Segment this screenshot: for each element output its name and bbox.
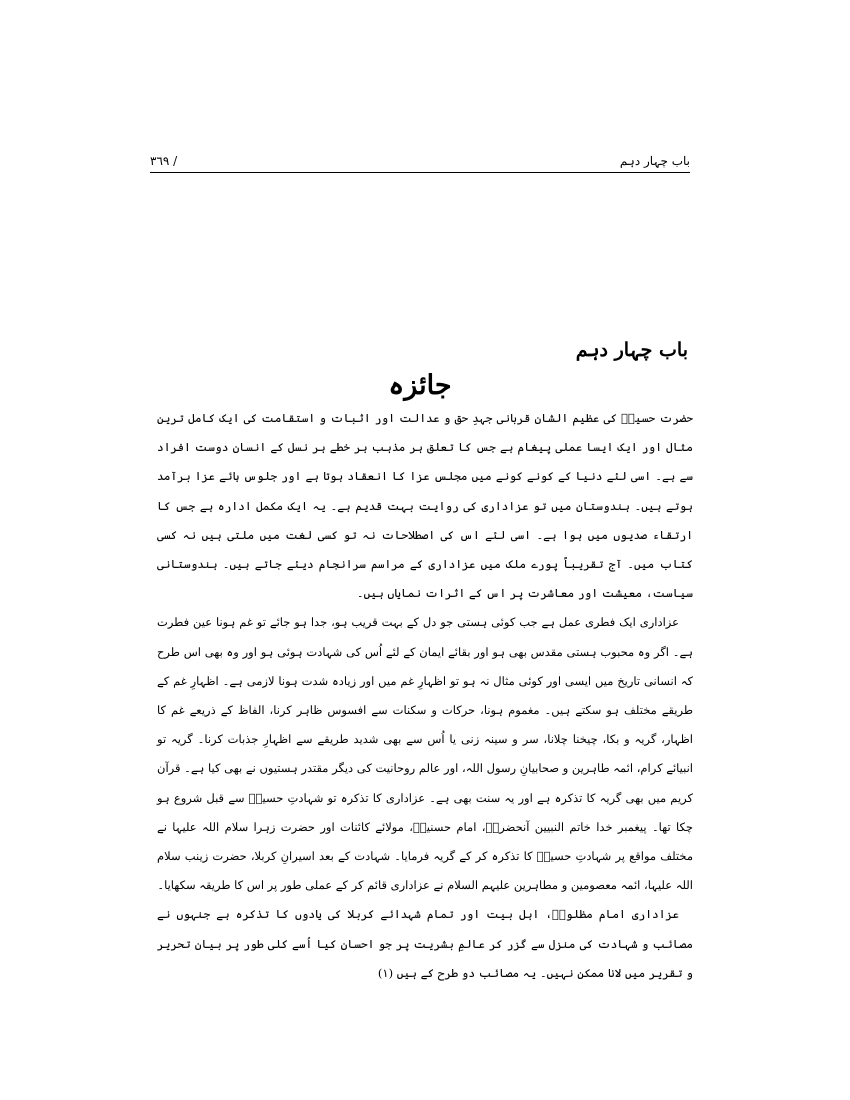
chapter-label: باب چہار دہم [575,339,688,361]
body-text [157,404,693,988]
section-title: جائزہ [388,370,452,401]
paragraph-3: عزاداری امام مظلومؑ، اہل بیت اور تمام شہدائے کربلا کی یادوں کا تذکرہ ہے جنہوں نے مصائب و شہادت کی منزل سے گزر کر عالمِ بشریت پر جو احسان کیا اُسے کلی طور پر بیان تحریر و تقریر میں لانا ممکن نہیں۔ یہ مصائب دو طرح کے ہیں (۱) [157,907,693,980]
paragraph-1: حضرت حسینؑ کی عظیم الشان قربانی جہدِ حق و عدالت اور اثبات و استقامت کی ایک کامل ترین مثال اور ایک ایسا عملی پیغام ہے جس کا تعلق ہر مذہب ہر خطے ہر نسل کے انسان دوست افراد سے ہے۔ اسی لئے دنیا کے کونے کونے میں مجلس عزا کا انعقاد ہوتا ہے اور جلوس ہائے عزا برآمد ہوتے ہیں۔ ہندوستان میں تو عزاداری کی روایت بہت قدیم ہے۔ یہ ایک مکمل ادارہ ہے جس کا ارتقاء صدیوں میں ہوا ہے۔ اسی لئے اس کی اصطلاحات نہ تو کسی لغت میں ملتی ہیں نہ کسی کتاب میں۔ آج تقریباً پورے ملک میں عزاداری کے مراسم سرانجام دیئے جاتے ہیں۔ ہندوستانی سیاست، معیشت اور معاشرت پر اس کے اثرات نمایاں ہیں۔ [157,411,693,601]
header-rule [150,172,690,173]
running-header-chapter: باب چہار دہم [619,154,690,168]
page-number: ٣٦٩ / [150,154,178,168]
paragraph-2: عزاداری ایک فطری عمل ہے جب کوئی ہستی جو دل کے بہت قریب ہو، جدا ہو جائے تو غم ہونا عین فطرت ہے۔ اگر وہ محبوب ہستی مقدس بھی ہو اور بقائے ایمان کے لئے اُس کی شہادت ہوئی ہو اور وہ بھی اس طرح کہ انسانی تاریخ میں ایسی اور کوئی مثال نہ ہو تو اظہارِ غم میں اور زیادہ شدت ہونا لازمی ہے۔ اظہارِ غم کے طریقے مختلف ہو سکتے ہیں۔ مغموم ہونا، حرکات و سکنات سے افسوس ظاہر کرنا، الفاظ کے ذریعے غم کا اظہار، گریہ و بکا، چیخنا چلانا، سر و سینہ زنی یا اُس سے بھی شدید طریقے سے اظہارِ جذبات کرنا۔ گریہ تو انبیائے کرام، ائمہ طاہرین و صحابیانِ رسول اللہ، اور عالم روحانیت کی دیگر مقتدر ہستیوں نے بھی کیا ہے۔ قرآن کریم میں بھی گریہ کا تذکرہ ہے اور یہ سنت بھی ہے۔ عزاداری کا تذکرہ تو شہادتِ حسینؑ سے قبل شروع ہو چکا تھا۔ پیغمبر خدا خاتم النبیین آنحضرتؐ، امام حسنینؑ، مولائے کائنات اور حضرت زہرا سلام اللہ علیہا نے مختلف مواقع پر شہادتِ حسینؑ کا تذکرہ کر کے گریہ فرمایا۔ شہادت کے بعد اسیرانِ کربلا، حضرت زینب سلام اللہ علیہا، ائمہ معصومین و مطاہرین علیہم السلام نے عزاداری قائم کر کے عملی طور پر اس کا طریقہ سکھایا۔ [157,615,693,893]
running-header [150,150,690,172]
